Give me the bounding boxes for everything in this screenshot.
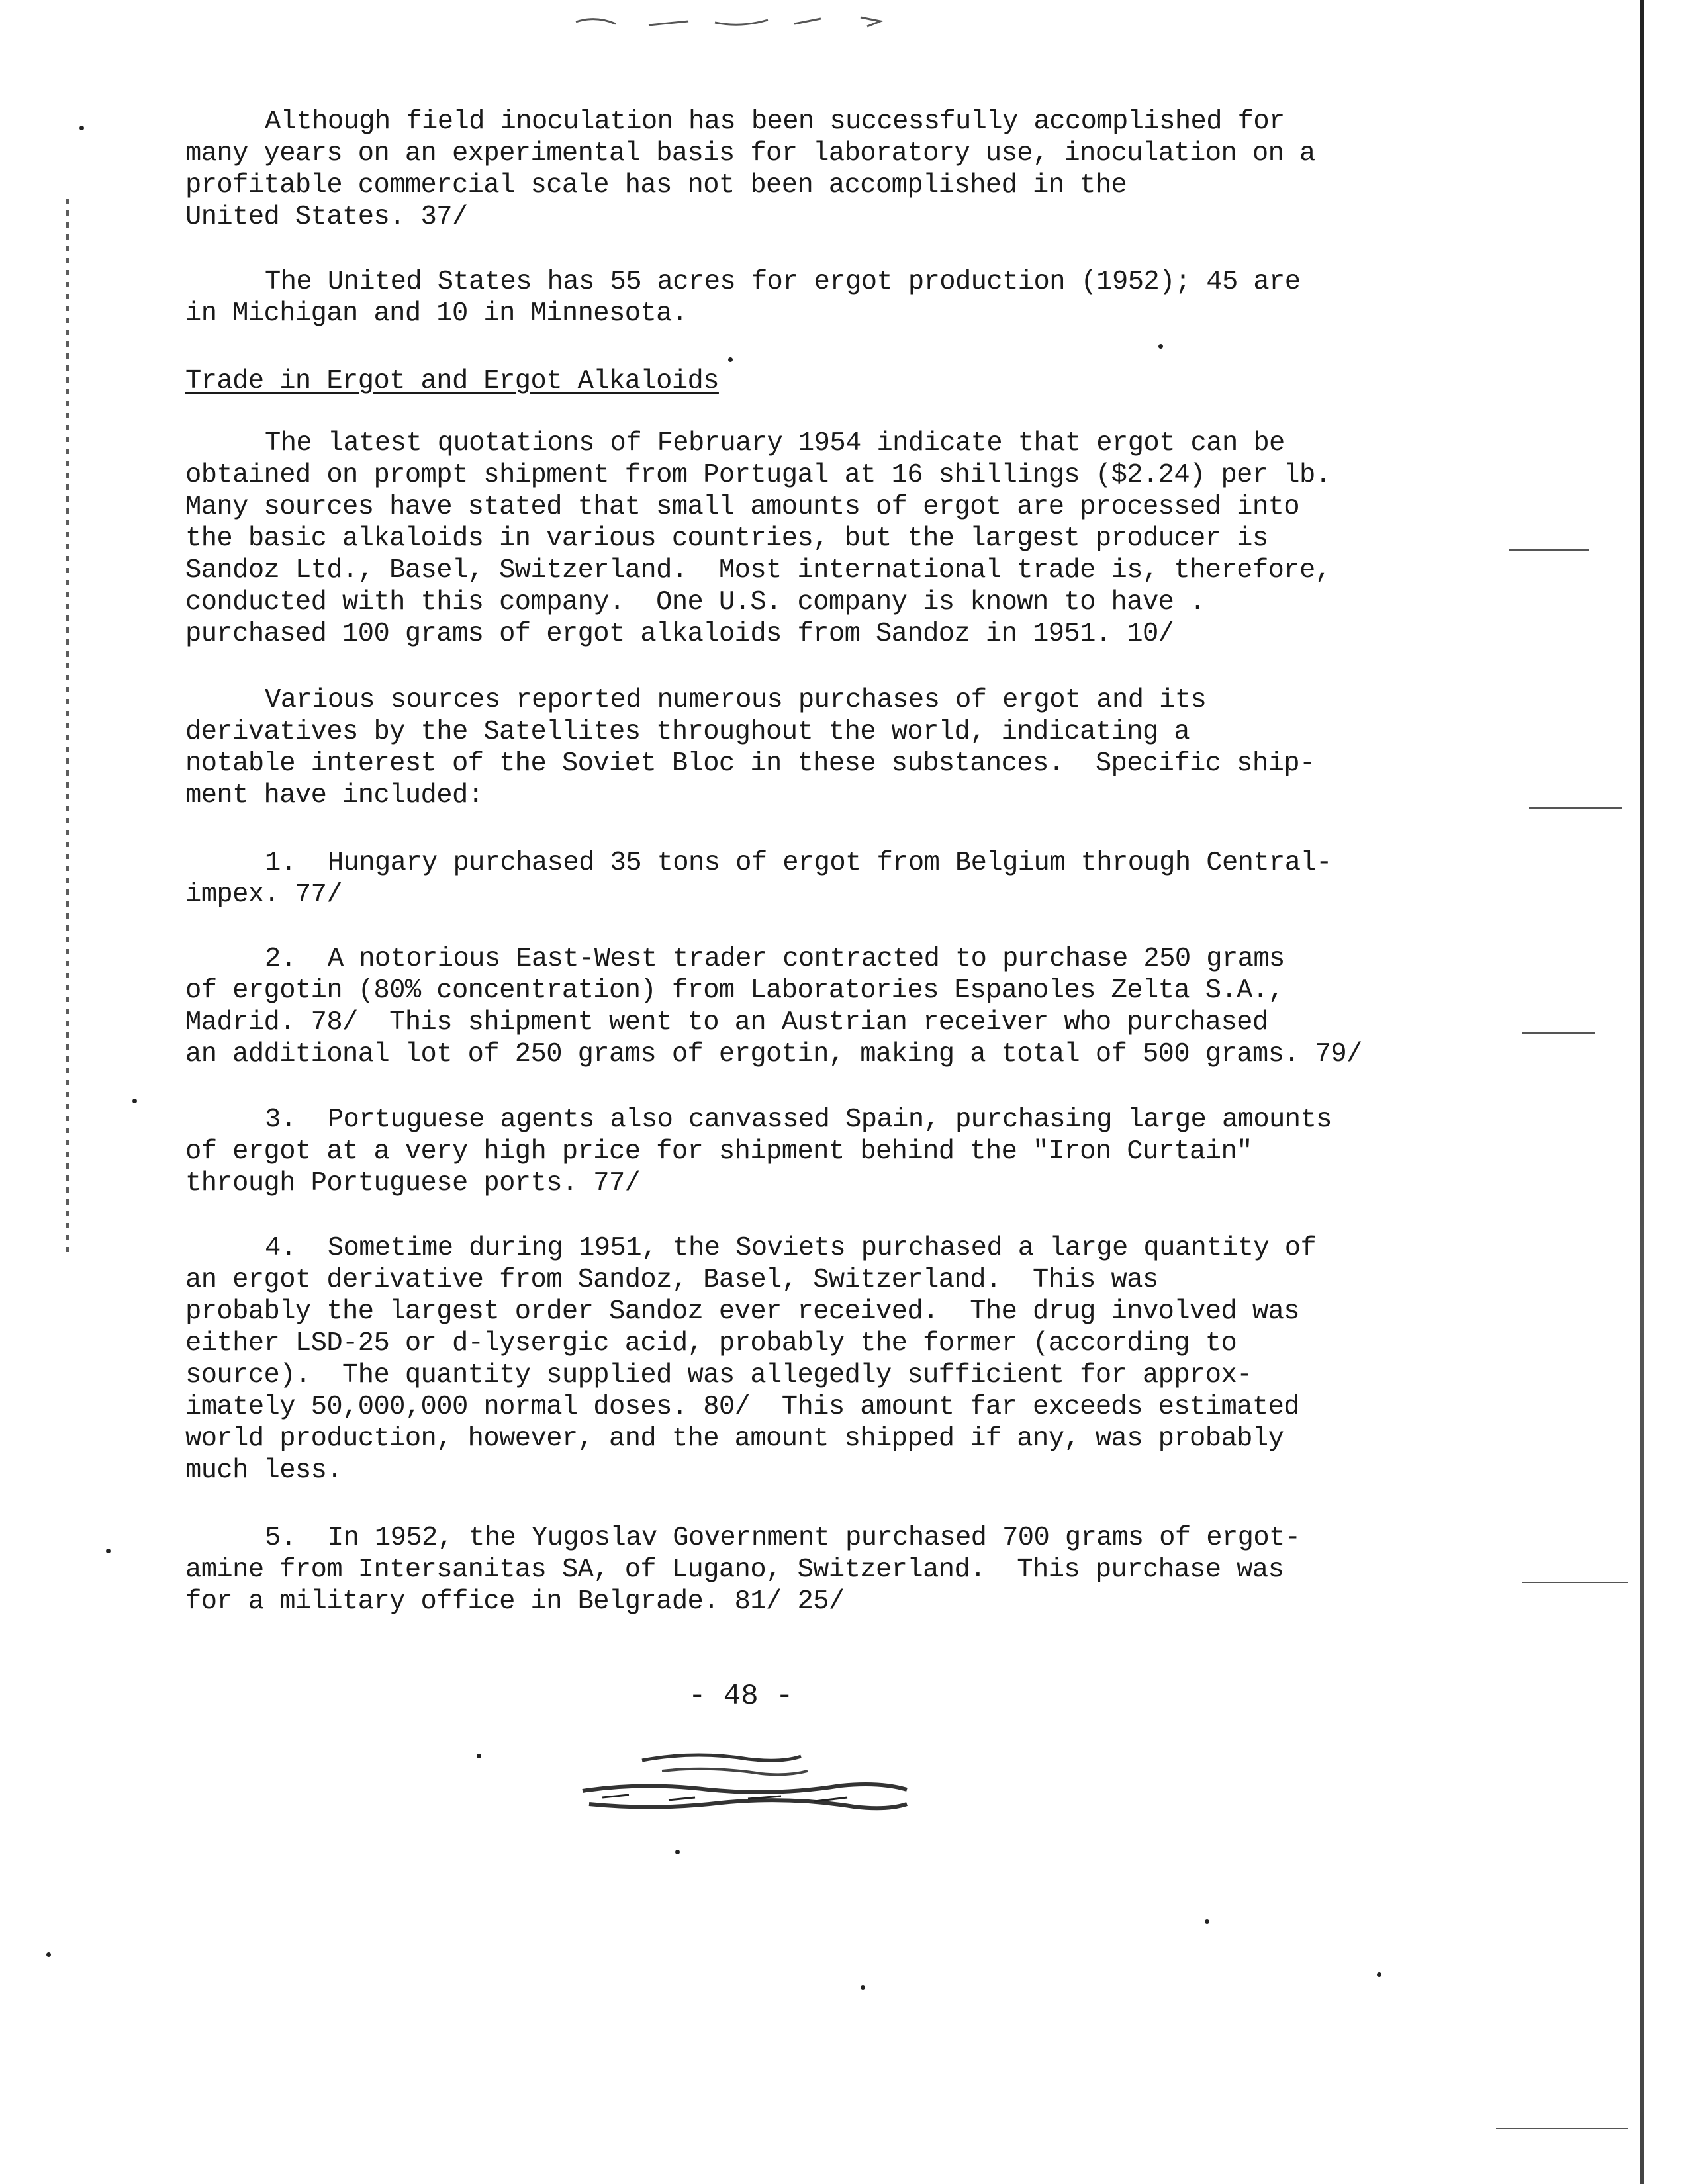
paragraph-us-acreage	[185, 266, 1377, 330]
scan-speck	[861, 1985, 865, 1990]
text-line: notable interest of the Soviet Bloc in these substances. Specific ship-	[185, 749, 1315, 779]
text-line: either LSD-25 or d-lysergic acid, probably the former (according to	[185, 1328, 1237, 1359]
scan-speck	[728, 357, 733, 362]
page-number: - 48 -	[688, 1680, 794, 1713]
text-line: derivatives by the Satellites throughout the world, indicating a	[185, 717, 1190, 747]
paragraph-various-sources	[185, 684, 1377, 811]
text-line: Although field inoculation has been successfully accomplished for	[265, 107, 1285, 137]
text-line: the basic alkaloids in various countries, but the largest producer is	[185, 523, 1268, 554]
section-heading: Trade in Ergot and Ergot Alkaloids	[185, 366, 719, 396]
scan-speck	[79, 126, 84, 130]
text-line: The United States has 55 acres for ergot production (1952); 45 are	[265, 267, 1301, 297]
text-line: conducted with this company. One U.S. company is known to have .	[185, 587, 1205, 617]
paragraph-latest-quotations	[185, 428, 1377, 650]
text-line: source). The quantity supplied was allegedly sufficient for approx-	[185, 1360, 1252, 1390]
text-line: an ergot derivative from Sandoz, Basel, Switzerland. This was	[185, 1265, 1158, 1295]
list-item-yugoslav-purchase	[185, 1522, 1377, 1617]
text-line: 5. In 1952, the Yugoslav Government purchased 700 grams of ergot-	[265, 1523, 1301, 1553]
scan-dash	[1522, 1582, 1628, 1583]
list-item-portuguese-agents	[185, 1104, 1377, 1199]
text-line: Various sources reported numerous purchases of ergot and its	[265, 685, 1207, 715]
text-line: Many sources have stated that small amounts of ergot are processed into	[185, 492, 1299, 522]
list-item-soviet-purchase	[185, 1232, 1377, 1486]
scan-smudge	[569, 12, 913, 32]
scan-speck	[1205, 1919, 1209, 1924]
scan-speck	[675, 1850, 680, 1854]
text-line: in Michigan and 10 in Minnesota.	[185, 298, 688, 329]
text-line: Sandoz Ltd., Basel, Switzerland. Most international trade is, therefore,	[185, 555, 1331, 586]
text-line: 4. Sometime during 1951, the Soviets purchased a large quantity of	[265, 1233, 1317, 1263]
text-line: an additional lot of 250 grams of ergotin, making a total of 500 grams. 79/	[185, 1039, 1362, 1069]
list-item-east-west-trader	[185, 943, 1377, 1070]
list-item-hungary	[185, 847, 1377, 911]
scan-speck	[132, 1099, 137, 1103]
classification-stamp	[563, 1747, 920, 1820]
text-line: probably the largest order Sandoz ever received. The drug involved was	[185, 1297, 1299, 1327]
text-line: impex. 77/	[185, 880, 343, 910]
scan-dash	[1496, 2128, 1628, 2129]
text-line: obtained on prompt shipment from Portugal at 16 shillings ($2.24) per lb.	[185, 460, 1331, 490]
scan-speck	[106, 1549, 111, 1553]
text-line: for a military office in Belgrade. 81/ 25/	[185, 1586, 845, 1617]
text-line: imately 50,000,000 normal doses. 80/ This amount far exceeds estimated	[185, 1392, 1299, 1422]
text-line: of ergotin (80% concentration) from Laboratories Espanoles Zelta S.A.,	[185, 976, 1284, 1006]
scan-speck	[1158, 344, 1163, 349]
text-line: through Portuguese ports. 77/	[185, 1168, 641, 1199]
paragraph-field-inoculation	[185, 106, 1377, 233]
text-line: profitable commercial scale has not been accomplished in the	[185, 170, 1127, 201]
text-line: Madrid. 78/ This shipment went to an Austrian receiver who purchased	[185, 1007, 1268, 1038]
text-line: 1. Hungary purchased 35 tons of ergot from Belgium through Central-	[265, 848, 1332, 878]
text-line: amine from Intersanitas SA, of Lugano, Switzerland. This purchase was	[185, 1555, 1284, 1585]
text-line: many years on an experimental basis for laboratory use, inoculation on a	[185, 138, 1315, 169]
text-line: The latest quotations of February 1954 indicate that ergot can be	[265, 428, 1285, 459]
text-line: of ergot at a very high price for shipment behind the "Iron Curtain"	[185, 1136, 1252, 1167]
scan-margin-marks	[66, 199, 69, 1257]
scan-speck	[477, 1754, 481, 1758]
text-line: ment have included:	[185, 780, 484, 811]
scan-speck	[1377, 1972, 1381, 1977]
text-line: purchased 100 grams of ergot alkaloids from Sandoz in 1951. 10/	[185, 619, 1174, 649]
text-line: much less.	[185, 1455, 343, 1486]
scan-dash	[1509, 549, 1589, 551]
text-line: world production, however, and the amount shipped if any, was probably	[185, 1424, 1284, 1454]
scan-dash	[1522, 1032, 1595, 1034]
text-line: 2. A notorious East-West trader contracted to purchase 250 grams	[265, 944, 1285, 974]
text-line: 3. Portuguese agents also canvassed Spain, purchasing large amounts	[265, 1105, 1332, 1135]
scan-speck	[46, 1952, 51, 1957]
scan-dash	[1529, 807, 1622, 809]
text-line: United States. 37/	[185, 202, 468, 232]
scan-edge-line	[1640, 0, 1644, 2184]
